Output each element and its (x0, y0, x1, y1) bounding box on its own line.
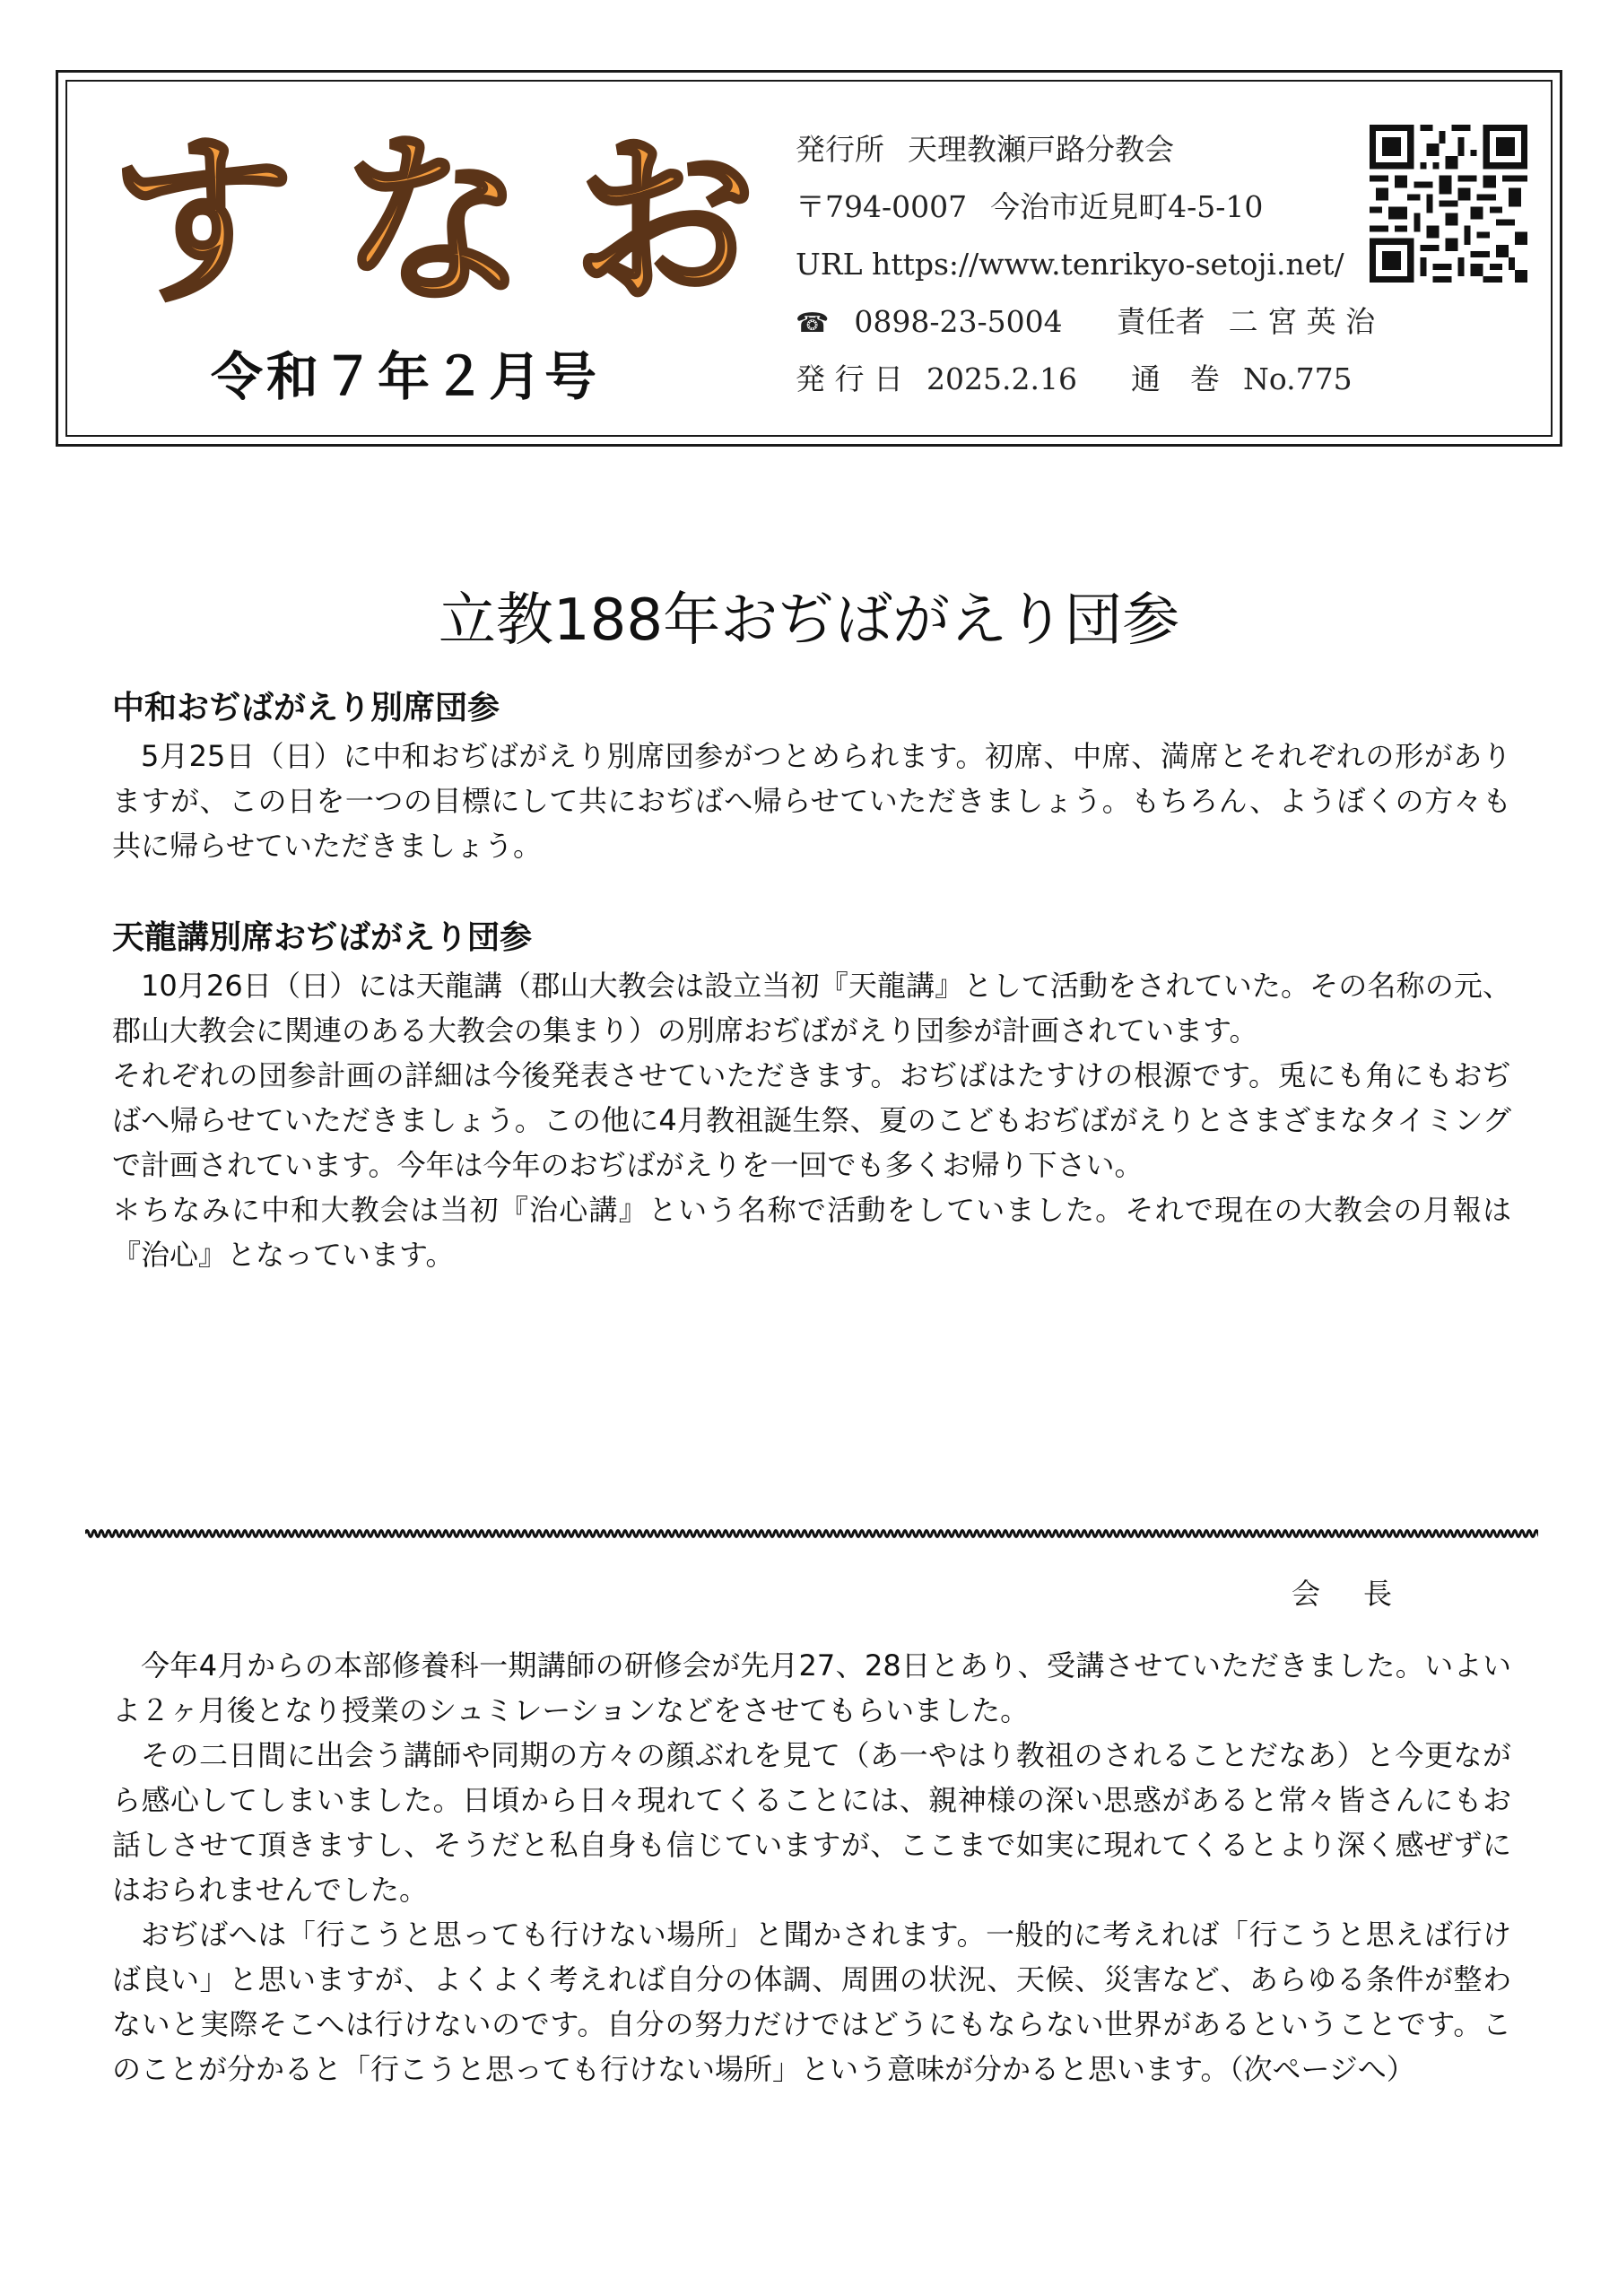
masthead-inner-frame (65, 80, 1553, 437)
section-body-tenryu-2: それぞれの団参計画の詳細は今後発表させていただきます。おぢばはたすけの根源です。兎にも角にもおぢばへ帰らせていただきましょう。この他に4月教祖誕生祭、夏のこどもおぢばがえりとさまざまなタイミングで計画されています。今年は今年のおぢばがえりを一回でも多くお帰り下さい。 (112, 1058, 1511, 1182)
website-url[interactable]: URL https://www.tenrikyo-setoji.net/ (796, 247, 1344, 282)
responsible-label: 責任者 (1116, 304, 1205, 339)
column-author: 会長 (1292, 1577, 1436, 1611)
section-note: ＊ちなみに中和大教会は当初『治心講』という名称で活動をしていました。それで現在の大教会の月報は『治心』となっています。 (112, 1193, 1511, 1272)
postal-code: 〒794-0007 (796, 189, 968, 224)
article-title: 立教188年おぢばがえり団参 (438, 587, 1180, 654)
issue-title: 令和７年２月号 (211, 346, 601, 407)
logo-char-3: お (572, 115, 756, 329)
date-row (796, 351, 1477, 408)
newsletter-logo (110, 115, 756, 329)
volume-label: 通 巻 (1130, 361, 1220, 396)
logo-char-2: な (341, 115, 526, 329)
publisher-label: 発行所 (796, 132, 884, 167)
column-paragraph-2: その二日間に出会う講師や同期の方々の顔ぶれを見て（あ一やはり教祖のされることだなあ）と今更ながら感心してしまいました。日頃から日々現れてくることには、親神様の深い思惑があると常々皆さんにもお話しさせて頂きますし、そうだと私自身も信じていますが、ここまで如実に現れてくるとより深く感ぜずにはおられませんでした。 (112, 1738, 1511, 1907)
section-heading-chuwa: 中和おぢばがえり別席団参 (112, 690, 500, 726)
phone-number: 0898-23-5004 (854, 304, 1063, 339)
publisher-name: 天理教瀬戸路分教会 (908, 132, 1174, 167)
column-body (112, 1643, 1511, 2092)
section-body-chuwa: 5月25日（日）に中和おぢばがえり別席団参がつとめられます。初席、中席、満席とそれぞれの形がありますが、この日を一つの目標にして共におぢばへ帰らせていただきましょう。もちろん、ようぼくの方々も共に帰らせていただきましょう。 (112, 739, 1511, 863)
wavy-divider (85, 1525, 1538, 1543)
address: 今治市近見町4-5-10 (990, 189, 1264, 224)
logo-char-1: す (110, 115, 294, 329)
masthead-frame (56, 70, 1562, 447)
qr-code-icon[interactable] (1370, 125, 1527, 283)
column-paragraph-1: 今年4月からの本部修養科一期講師の研修会が先月27、28日とあり、受講させていただきました。いよいよ２ヶ月後となり授業のシュミレーションなどをさせてもらいました。 (112, 1648, 1511, 1727)
phone-row (796, 293, 1477, 351)
section-body-tenryu: 10月26日（日）には天龍講（郡山大教会は設立当初『天龍講』として活動をされていた。その名称の元、郡山大教会に関連のある大教会の集まり）の別席おぢばがえり団参が計画されています。 (112, 969, 1511, 1048)
section-heading-tenryu: 天龍講別席おぢばがえり団参 (112, 919, 533, 956)
phone-icon: ☎ (796, 308, 830, 339)
column-paragraph-3: おぢばへは「行こうと思っても行けない場所」と聞かされます。一般的に考えれば「行こうと思えば行けば良い」と思いますが、よくよく考えれば自分の体調、周囲の状況、天候、災害など、あらゆる条件が整わないと実際そこへは行けないのです。自分の努力だけではどうにもならない世界があるということです。このことが分かると「行こうと思っても行けない場所」という意味が分かると思います。（次ページへ） (112, 1918, 1511, 2086)
section-spacer (112, 868, 1511, 913)
date-label: 発 行 日 (796, 361, 903, 396)
volume-number: No.775 (1242, 361, 1353, 396)
issue-date: 2025.2.16 (926, 361, 1077, 396)
responsible-name: 二 宮 英 治 (1228, 304, 1376, 339)
article-body (112, 683, 1511, 1277)
